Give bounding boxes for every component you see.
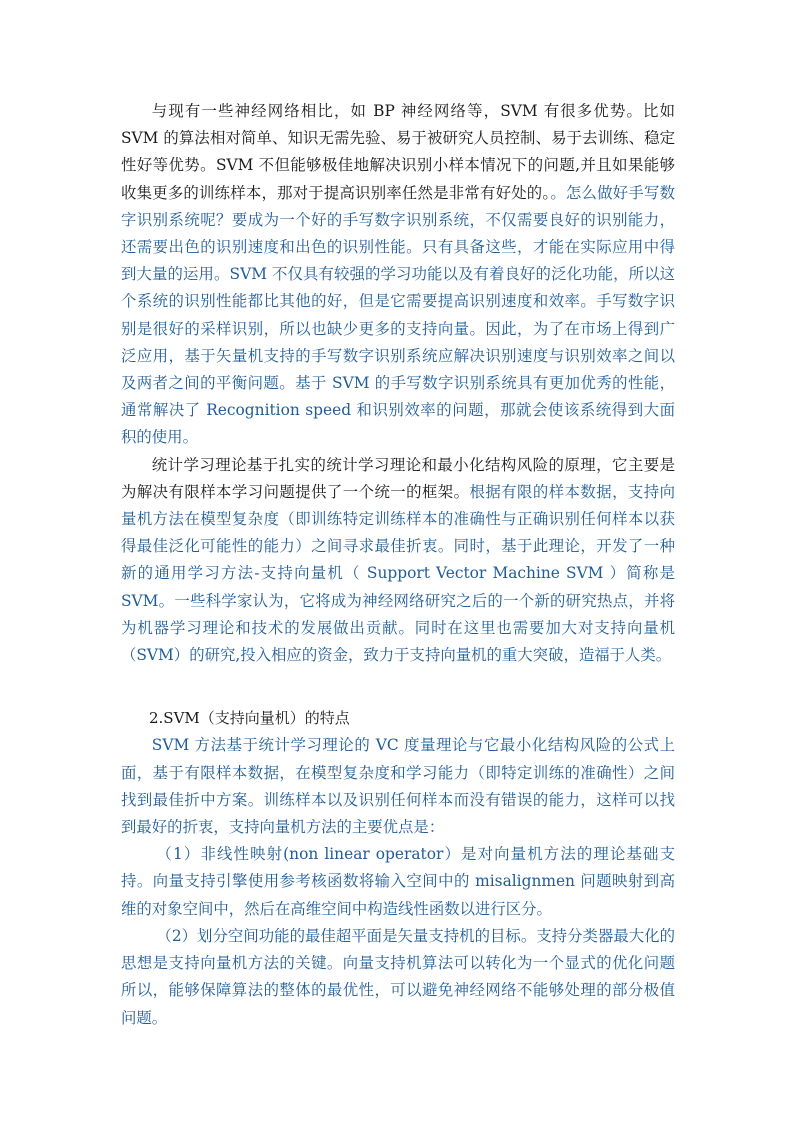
paragraph-2-dark-text: 统计学习理论基于扎实的统计学习理论和最小化结构风险的原理，它主要是为解决有限样本学习问题提供了一个统一的框架。: [121, 455, 675, 501]
section-heading: 2.SVM（支持向量机）的特点: [149, 709, 350, 728]
paragraph-svm-advantages: [121, 98, 675, 452]
paragraph-1-dark-text: 与现有一些神经网络相比，如 BP 神经网络等，SVM 有很多优势。比如 SVM 的算法相对简单、知识无需先验、易于被研究人员控制、易于去训练、稳定性好等优势。SVM 不但能够极佳地解决识别小样本情况下的问题,并且如果能够收集更多的训练样本，那对于提高识别率任然是非常有好处的。: [121, 102, 675, 202]
paragraph-statistical-learning: [121, 452, 675, 670]
paragraph-svm-method: SVM 方法基于统计学习理论的 VC 度量理论与它最小化结构风险的公式上面，基于有限样本数据，在模型复杂度和学习能力（即特定训练的准确性）之间找到最佳折中方案。训练样本以及识别任何样本而没有错误的能力，这样可以找到最好的折衷，支持向量机方法的主要优点是：: [121, 736, 675, 837]
paragraph-1-blue-text: 。怎么做好手写数字识别系统呢？要成为一个好的手写数字识别系统，不仅需要良好的识别能力，还需要出色的识别速度和出色的识别性能。只有具备这些，才能在实际应用中得到大量的运用。SVM 不仅具有较强的学习功能以及有着良好的泛化功能，所以这个系统的识别性能都比其他的好，但是它需要提高识别速度和效率。手写数字识别是很好的采样识别，所以也缺少更多的支持向量。因此，为了在市场上得到广泛应用，基于矢量机支持的手写数字识别系统应解决识别速度与识别效率之间以及两者之间的平衡问题。基于 SVM 的手写数字识别系统具有更加优秀的性能，通常解决了 Recognition speed 和识别效率的问题，那就会使该系统得到大面积的使用。: [121, 183, 675, 447]
list-item-1: （1）非线性映射(non linear operator）是对向量机方法的理论基础支持。向量支持引擎使用参考核函数将输入空间中的 misalignmen 问题映射到高维的对象空间中，然后在高维空间中构造线性函数以进行区分。: [121, 845, 675, 918]
document-body: [121, 98, 675, 1032]
section-spacer: [121, 669, 675, 685]
paragraph-2-blue-text: 根据有限的样本数据，支持向量机方法在模型复杂度（即训练特定训练样本的准确性与正确识别任何样本以获得最佳泛化可能性的能力）之间寻求最佳折衷。同时，基于此理论，开发了一种新的通用学习方法-支持向量机（ Support Vector Machine SVM ）简称是 SVM。一些科学家认为，它将成为神经网络研究之后的一个新的研究热点，并将为机器学习理论和技术的发展做出贡献。同时在这里也需要加大对支持向量机（SVM）的研究,投入相应的资金，致力于支持向量机的重大突破，造福于人类。: [121, 482, 675, 665]
list-item-2: （2）划分空间功能的最佳超平面是矢量支持机的目标。支持分类器最大化的思想是支持向量机方法的关键。向量支持机算法可以转化为一个显式的优化问题 所以，能够保障算法的整体的最优性，可以避免神经网络不能够处理的部分极值问题。: [121, 926, 675, 1027]
